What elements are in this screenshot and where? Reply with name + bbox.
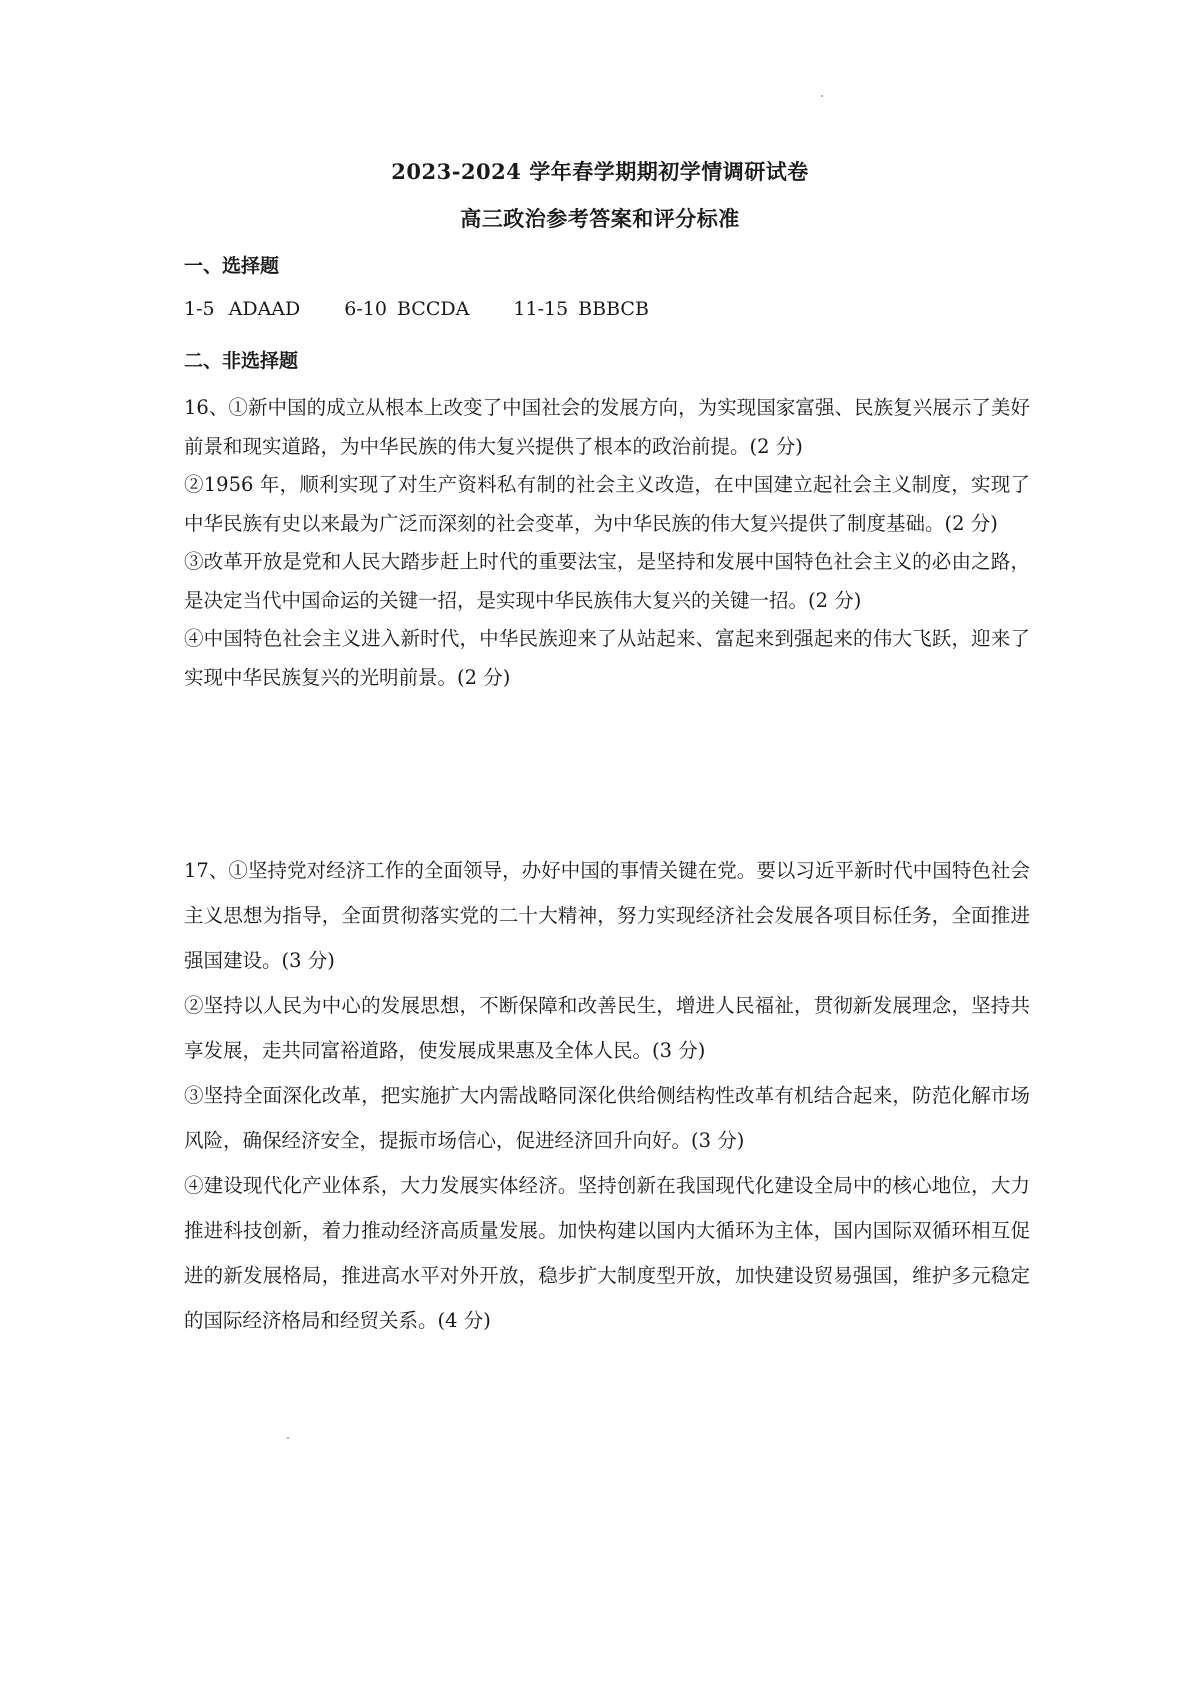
page-title: 2023-2024 学年春学期期初学情调研试卷 bbox=[391, 159, 809, 184]
page-subtitle: 高三政治参考答案和评分标准 bbox=[460, 206, 740, 231]
question-16-answer bbox=[184, 389, 1030, 697]
answer-point: ③改革开放是党和人民大踏步赶上时代的重要法宝，是坚持和发展中国特色社会主义的必由之路，是决定当代中国命运的关键一招，是实现中华民族伟大复兴的关键一招。(2 分) bbox=[184, 550, 1030, 612]
answer-point: ③坚持全面深化改革，把实施扩大内需战略同深化供给侧结构性改革有机结合起来，防范化解市场风险，确保经济安全，提振市场信心，促进经济回升向好。(3 分) bbox=[184, 1084, 1030, 1152]
answer-range: 6-10 bbox=[344, 298, 387, 320]
answer-group bbox=[184, 298, 306, 320]
choice-answer-key bbox=[184, 298, 687, 320]
answer-point: ④中国特色社会主义进入新时代，中华民族迎来了从站起来、富起来到强起来的伟大飞跃，迎来了实现中华民族复兴的光明前景。(2 分) bbox=[184, 627, 1030, 689]
section-heading-choice: 一、选择题 bbox=[184, 255, 280, 277]
answer-point: ④建设现代化产业体系，大力发展实体经济。坚持创新在我国现代化建设全局中的核心地位，大力推进科技创新，着力推动经济高质量发展。加快构建以国内大循环为主体，国内国际双循环相互促进的新发展格局，推进高水平对外开放，稳步扩大制度型开放，加快建设贸易强国，维护多元稳定的国际经济格局和经贸关系。(4 分) bbox=[184, 1174, 1030, 1332]
answer-letters: ADAAD bbox=[228, 298, 301, 320]
answer-range: 1-5 bbox=[184, 298, 215, 320]
scan-speck bbox=[821, 95, 823, 97]
answer-point: 16、①新中国的成立从根本上改变了中国社会的发展方向，为实现国家富强、民族复兴展示了美好前景和现实道路，为中华民族的伟大复兴提供了根本的政治前提。(2 分) bbox=[184, 396, 1030, 458]
answer-point: ②坚持以人民为中心的发展思想，不断保障和改善民生，增进人民福祉，贯彻新发展理念，坚持共享发展，走共同富裕道路，使发展成果惠及全体人民。(3 分) bbox=[184, 994, 1030, 1062]
answer-group bbox=[513, 298, 649, 320]
answer-point: 17、①坚持党对经济工作的全面领导，办好中国的事情关键在党。要以习近平新时代中国特色社会主义思想为指导，全面贯彻落实党的二十大精神，努力实现经济社会发展各项目标任务，全面推进强国建设。(3 分) bbox=[184, 859, 1030, 972]
scan-speck bbox=[287, 1437, 289, 1439]
answer-letters: BCCDA bbox=[396, 298, 470, 320]
answer-group bbox=[344, 298, 475, 320]
answer-letters: BBBCB bbox=[578, 298, 649, 320]
answer-range: 11-15 bbox=[513, 298, 569, 320]
answer-point: ②1956 年，顺利实现了对生产资料私有制的社会主义改造，在中国建立起社会主义制度，实现了中华民族有史以来最为广泛而深刻的社会变革，为中华民族的伟大复兴提供了制度基础。(2 分) bbox=[184, 473, 1030, 535]
section-heading-non-choice: 二、非选择题 bbox=[184, 350, 299, 372]
question-17-answer bbox=[184, 848, 1030, 1343]
